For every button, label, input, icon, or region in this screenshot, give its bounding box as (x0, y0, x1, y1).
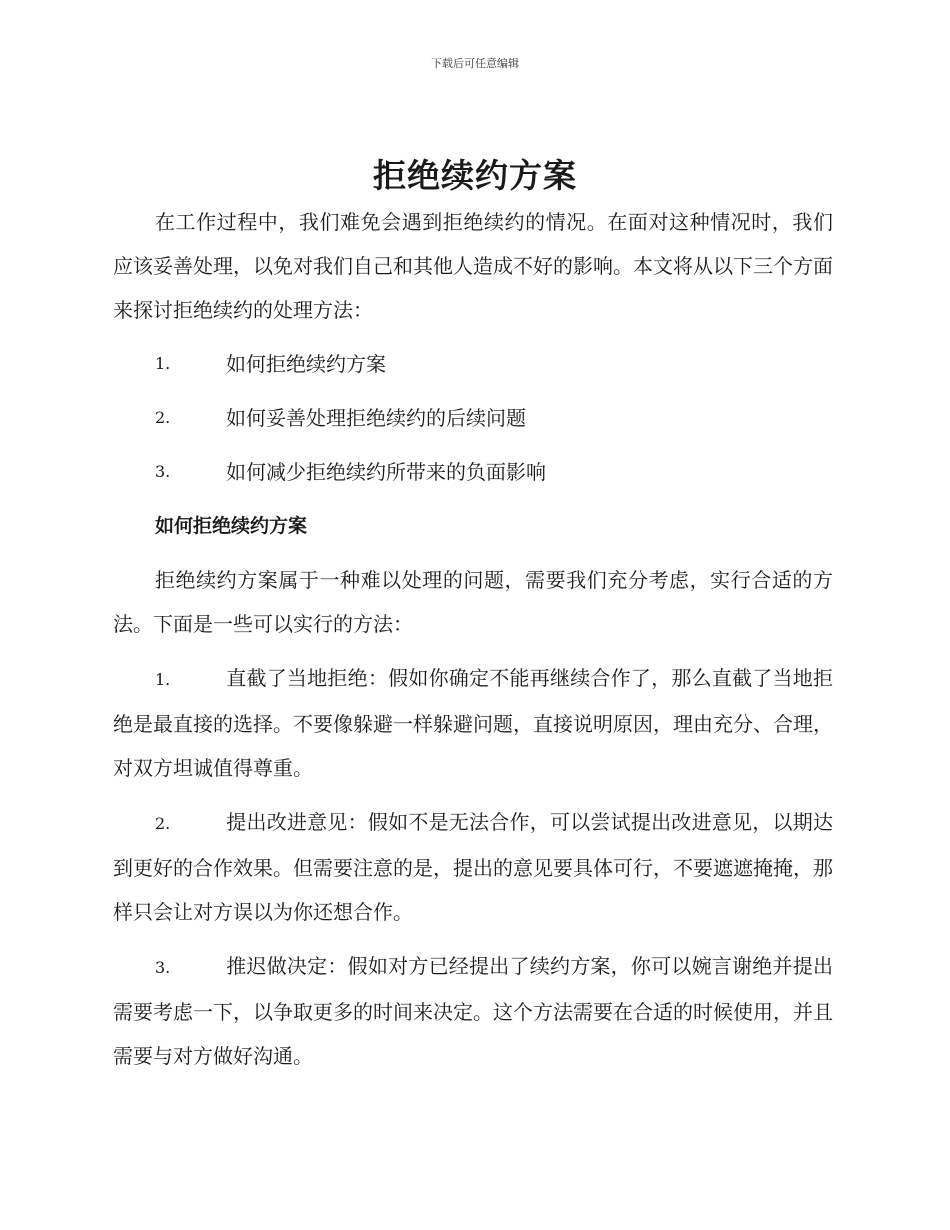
method-text: 直截了当地拒绝：假如你确定不能再继续合作了，那么直截了当地拒绝是最直接的选择。不要像躲避一样躲避问题，直接说明原因，理由充分、合理，对双方坦诚值得尊重。 (113, 666, 833, 780)
intro-paragraph: 在工作过程中，我们难免会遇到拒绝续约的情况。在面对这种情况时，我们应该妥善处理，以免对我们自己和其他人造成不好的影响。本文将从以下三个方面来探讨拒绝续约的处理方法： (113, 210, 833, 322)
method-number: 2. (155, 814, 171, 833)
outline-item (113, 450, 833, 494)
outline-number: 3. (155, 462, 171, 481)
section-paragraph: 拒绝续约方案属于一种难以处理的问题，需要我们充分考虑，实行合适的方法。下面是一些可以实行的方法： (113, 568, 833, 636)
outline-item (113, 342, 833, 386)
outline-text: 如何妥善处理拒绝续约的后续问题 (226, 406, 526, 430)
method-item (113, 944, 833, 1078)
method-text: 推迟做决定：假如对方已经提出了续约方案，你可以婉言谢绝并提出需要考虑一下，以争取更多的时间来决定。这个方法需要在合适的时候使用，并且需要与对方做好沟通。 (113, 954, 833, 1068)
method-text: 提出改进意见：假如不是无法合作，可以尝试提出改进意见，以期达到更好的合作效果。但需要注意的是，提出的意见要具体可行，不要遮遮掩掩，那样只会让对方误以为你还想合作。 (113, 810, 833, 924)
outline-item (113, 396, 833, 440)
outline-list (113, 342, 833, 494)
method-item (113, 656, 833, 790)
document-body (113, 200, 833, 1078)
method-item (113, 800, 833, 934)
document-title: 拒绝续约方案 (373, 156, 577, 195)
outline-text: 如何拒绝续约方案 (226, 352, 386, 376)
section-heading: 如何拒绝续约方案 (155, 515, 308, 537)
outline-number: 1. (155, 354, 171, 373)
outline-number: 2. (155, 408, 171, 427)
outline-text: 如何减少拒绝续约所带来的负面影响 (226, 460, 546, 484)
method-number: 1. (155, 670, 171, 689)
header-note: 下载后可任意编辑 (431, 57, 519, 70)
method-number: 3. (155, 958, 171, 977)
